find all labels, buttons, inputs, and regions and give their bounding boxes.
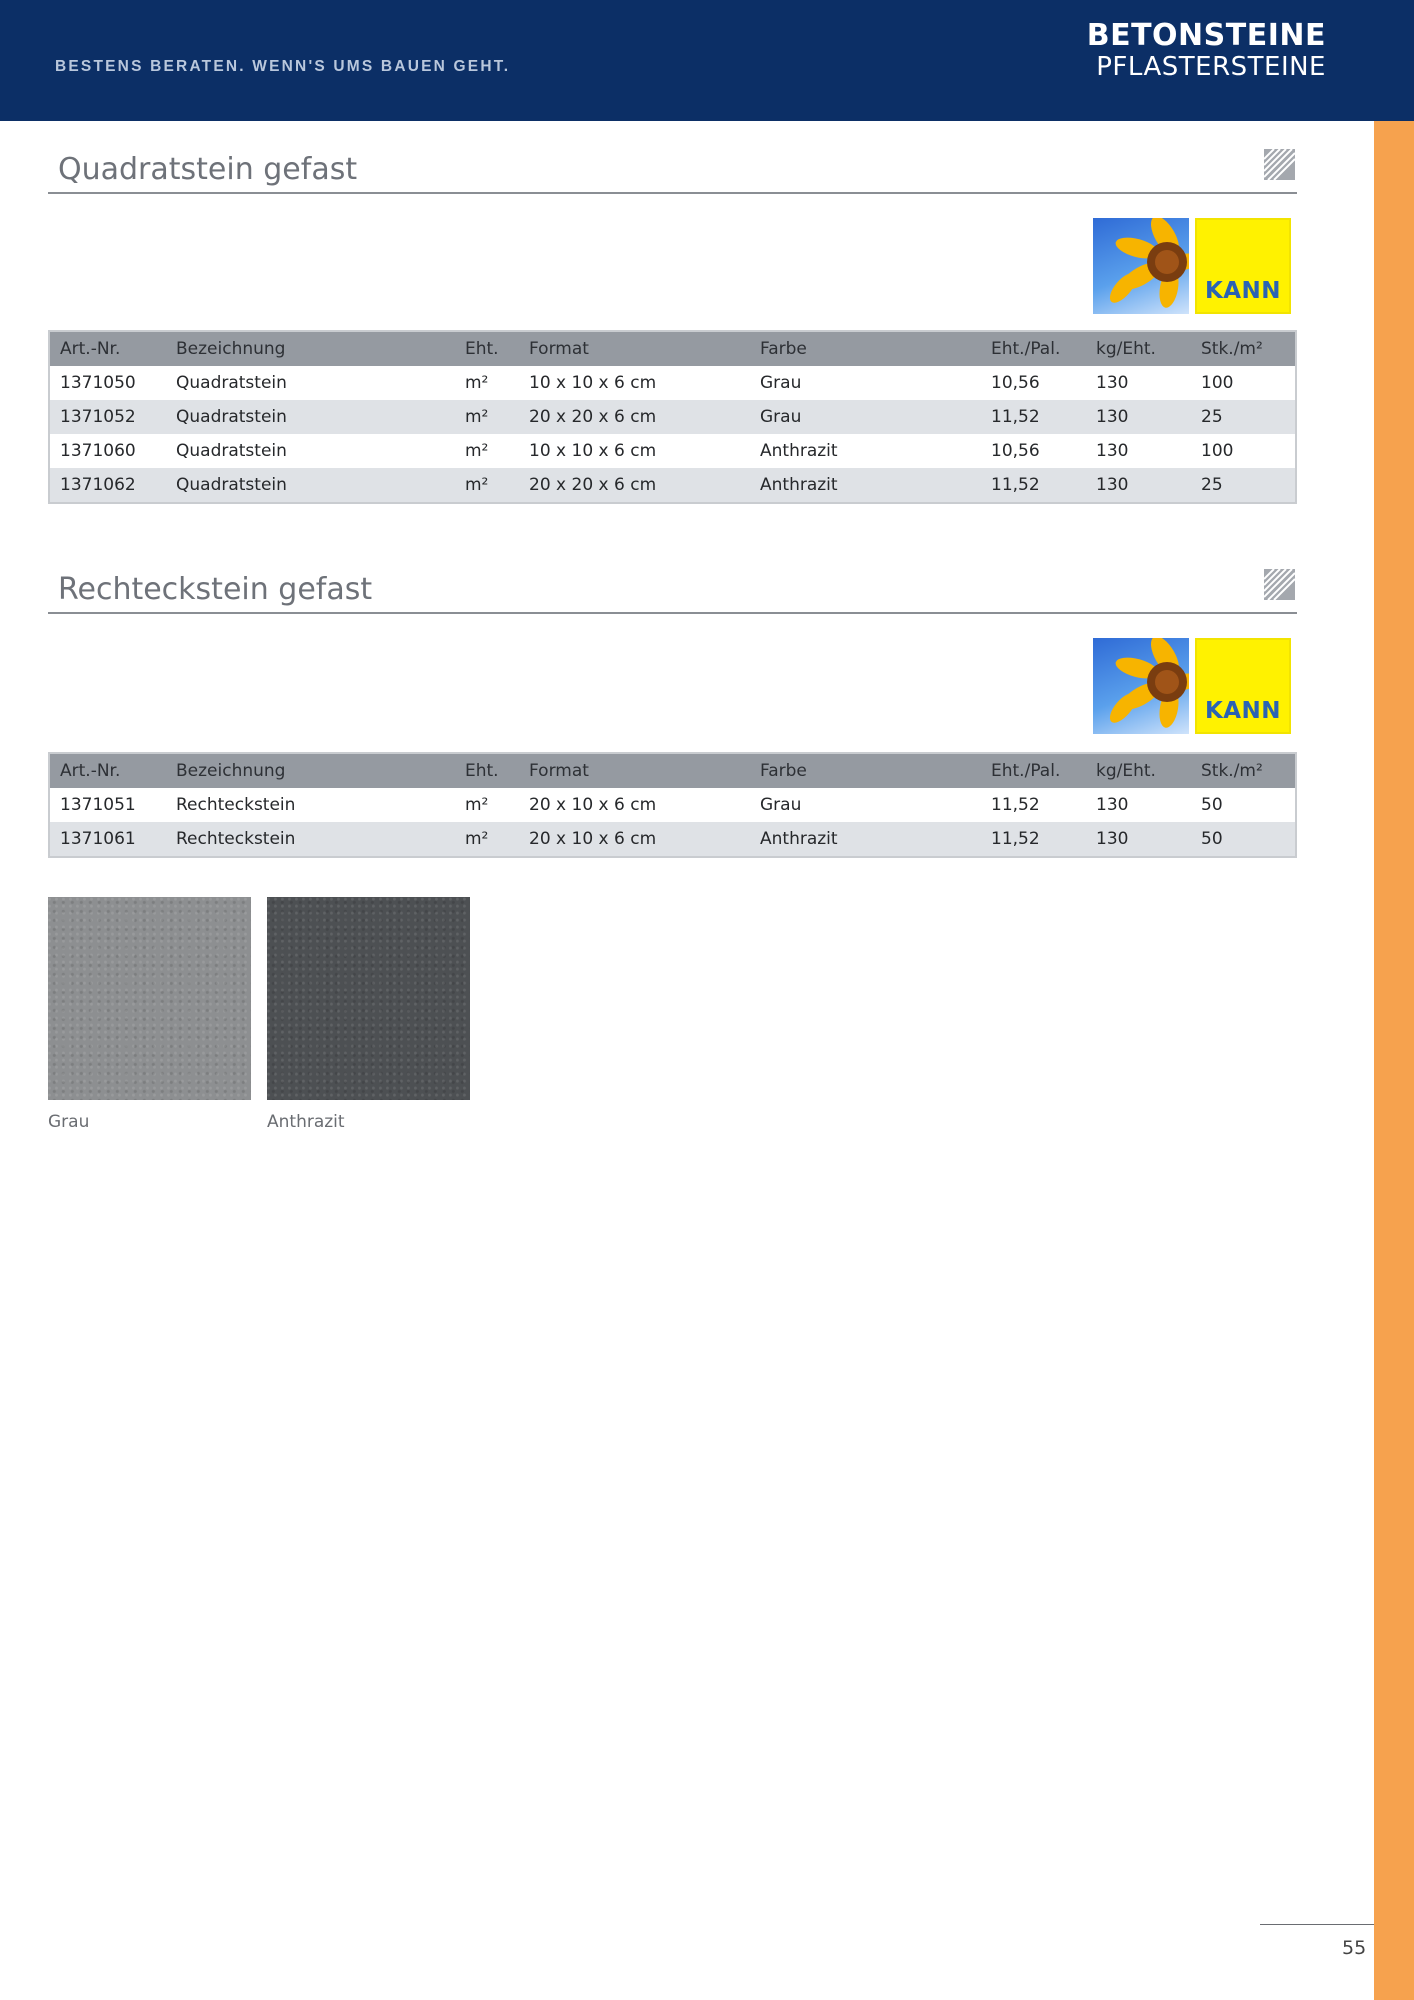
section-title-rechteckstein: Rechteckstein gefast [58, 572, 373, 607]
cell-art-nr: 1371062 [49, 468, 166, 503]
cell-eht: m² [455, 400, 519, 434]
cell-kg-eht: 130 [1086, 434, 1191, 468]
col-eht: Eht. [455, 753, 519, 788]
cell-farbe: Grau [750, 400, 981, 434]
cell-art-nr: 1371060 [49, 434, 166, 468]
col-bezeichnung: Bezeichnung [166, 753, 455, 788]
cell-farbe: Grau [750, 366, 981, 400]
col-eht-pal: Eht./Pal. [981, 753, 1086, 788]
col-eht-pal: Eht./Pal. [981, 331, 1086, 366]
cell-format: 20 x 10 x 6 cm [519, 822, 750, 857]
hatch-icon [1264, 149, 1295, 180]
cell-bezeichnung: Quadratstein [166, 400, 455, 434]
cell-eht: m² [455, 468, 519, 503]
swatch-anthrazit [267, 897, 470, 1100]
hatch-icon [1264, 569, 1295, 600]
cell-art-nr: 1371050 [49, 366, 166, 400]
cell-eht-pal: 11,52 [981, 468, 1086, 503]
cell-format: 20 x 20 x 6 cm [519, 468, 750, 503]
col-kg-eht: kg/Eht. [1086, 331, 1191, 366]
swatch-label-grau: Grau [48, 1112, 90, 1132]
footer-rule [1260, 1924, 1374, 1925]
kann-logo-text: KANN [1204, 278, 1282, 304]
table-row [49, 434, 1296, 468]
cell-format: 20 x 10 x 6 cm [519, 788, 750, 822]
cell-eht: m² [455, 822, 519, 857]
kann-logo [1195, 218, 1291, 314]
section-rule [48, 612, 1297, 614]
product-table-quadratstein [48, 330, 1297, 504]
cell-farbe: Anthrazit [750, 468, 981, 503]
swatch-label-anthrazit: Anthrazit [267, 1112, 345, 1132]
cell-art-nr: 1371061 [49, 822, 166, 857]
cell-eht: m² [455, 788, 519, 822]
table-header-row [49, 331, 1296, 366]
cell-format: 10 x 10 x 6 cm [519, 434, 750, 468]
cell-eht-pal: 11,52 [981, 400, 1086, 434]
cell-kg-eht: 130 [1086, 788, 1191, 822]
category-subtitle: PFLASTERSTEINE [1096, 52, 1326, 82]
col-format: Format [519, 753, 750, 788]
col-stk-m2: Stk./m² [1191, 331, 1296, 366]
cell-farbe: Grau [750, 788, 981, 822]
col-art-nr: Art.-Nr. [49, 753, 166, 788]
section-rule [48, 192, 1297, 194]
kann-logo [1195, 638, 1291, 734]
cell-stk-m2: 25 [1191, 400, 1296, 434]
cell-stk-m2: 100 [1191, 366, 1296, 400]
cell-eht-pal: 10,56 [981, 366, 1086, 400]
section-title-quadratstein: Quadratstein gefast [58, 152, 358, 187]
cell-stk-m2: 50 [1191, 788, 1296, 822]
table-row [49, 366, 1296, 400]
cell-eht-pal: 11,52 [981, 822, 1086, 857]
sunflower-logo [1093, 638, 1189, 734]
cell-bezeichnung: Rechteckstein [166, 822, 455, 857]
cell-kg-eht: 130 [1086, 822, 1191, 857]
cell-kg-eht: 130 [1086, 468, 1191, 503]
col-kg-eht: kg/Eht. [1086, 753, 1191, 788]
cell-stk-m2: 25 [1191, 468, 1296, 503]
cell-eht-pal: 10,56 [981, 434, 1086, 468]
cell-kg-eht: 130 [1086, 400, 1191, 434]
col-stk-m2: Stk./m² [1191, 753, 1296, 788]
table-row [49, 400, 1296, 434]
cell-bezeichnung: Rechteckstein [166, 788, 455, 822]
cell-farbe: Anthrazit [750, 822, 981, 857]
cell-eht: m² [455, 366, 519, 400]
table-row [49, 822, 1296, 857]
header-tagline: BESTENS BERATEN. WENN'S UMS BAUEN GEHT. [55, 58, 511, 75]
table-row [49, 468, 1296, 503]
sunflower-logo [1093, 218, 1189, 314]
cell-format: 10 x 10 x 6 cm [519, 366, 750, 400]
cell-format: 20 x 20 x 6 cm [519, 400, 750, 434]
cell-art-nr: 1371051 [49, 788, 166, 822]
page-header [0, 0, 1414, 121]
cell-art-nr: 1371052 [49, 400, 166, 434]
table-header-row [49, 753, 1296, 788]
cell-eht: m² [455, 434, 519, 468]
swatch-grau [48, 897, 251, 1100]
col-art-nr: Art.-Nr. [49, 331, 166, 366]
cell-eht-pal: 11,52 [981, 788, 1086, 822]
col-format: Format [519, 331, 750, 366]
cell-farbe: Anthrazit [750, 434, 981, 468]
product-table-rechteckstein [48, 752, 1297, 858]
col-eht: Eht. [455, 331, 519, 366]
side-accent-bar [1374, 121, 1414, 2000]
cell-stk-m2: 50 [1191, 822, 1296, 857]
col-bezeichnung: Bezeichnung [166, 331, 455, 366]
category-title: BETONSTEINE [1086, 18, 1326, 53]
cell-bezeichnung: Quadratstein [166, 366, 455, 400]
cell-bezeichnung: Quadratstein [166, 434, 455, 468]
page-number: 55 [1342, 1937, 1367, 1959]
cell-stk-m2: 100 [1191, 434, 1296, 468]
col-farbe: Farbe [750, 331, 981, 366]
cell-bezeichnung: Quadratstein [166, 468, 455, 503]
cell-kg-eht: 130 [1086, 366, 1191, 400]
col-farbe: Farbe [750, 753, 981, 788]
table-row [49, 788, 1296, 822]
kann-logo-text: KANN [1204, 698, 1282, 724]
